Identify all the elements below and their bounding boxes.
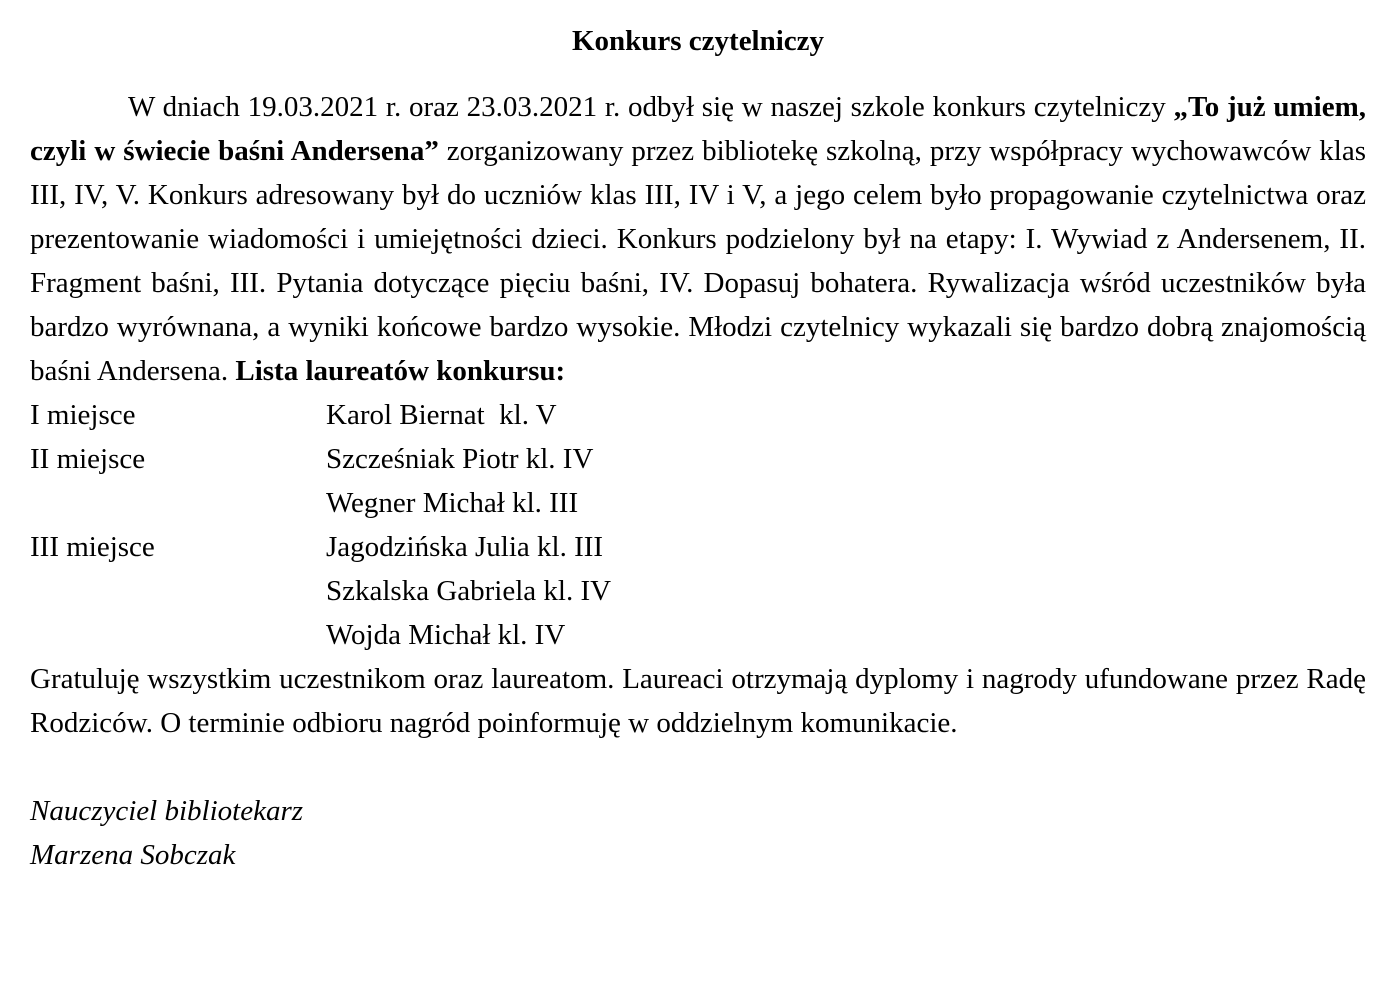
signature-name: Marzena Sobczak xyxy=(30,839,236,871)
winner-name: Szkalska Gabriela kl. IV xyxy=(326,575,612,607)
winner-place: I miejsce xyxy=(30,399,136,431)
signature-block xyxy=(30,789,1366,877)
winner-name: Szcześniak Piotr kl. IV xyxy=(326,443,594,475)
winner-place: II miejsce xyxy=(30,443,146,475)
winner-place xyxy=(30,569,326,613)
signature-role: Nauczyciel bibliotekarz xyxy=(30,795,304,827)
winner-place xyxy=(30,613,326,657)
winner-row xyxy=(30,481,1366,525)
winner-row xyxy=(30,569,1366,613)
winner-name: Karol Biernat kl. V xyxy=(326,399,557,431)
contest-name: „To już umiem, czyli w świecie baśni Andersena” xyxy=(30,91,1366,167)
document-title: Konkurs czytelniczy xyxy=(571,25,825,57)
winner-place xyxy=(30,481,326,525)
intro-text-part2: zorganizowany przez bibliotekę szkolną, przy współpracy wychowawców klas III, IV, V. Konkurs adresowany był do uczniów klas III, IV i V, a jego celem było propagowanie czytelnictwa oraz prezentowanie wiadomości i umiejętności dzieci. Konkurs podzielony był na etapy: I. Wywiad z Andersenem, II. Fragment baśni, III. Pytania dotyczące pięciu baśni, IV. Dopasuj bohatera. Rywalizacja wśród uczestników była bardzo wyrównana, a wyniki końcowe bardzo wysokie. Młodzi czytelnicy wykazali się bardzo dobrą znajomością baśni Andersena. xyxy=(30,135,1366,387)
intro-paragraph xyxy=(30,85,1366,393)
winner-name: Wojda Michał kl. IV xyxy=(326,619,566,651)
winners-list xyxy=(30,393,1366,657)
winner-row xyxy=(30,525,1366,569)
winner-place: III miejsce xyxy=(30,531,155,563)
winner-name: Jagodzińska Julia kl. III xyxy=(326,531,604,563)
closing-paragraph: Gratuluję wszystkim uczestnikom oraz laureatom. Laureaci otrzymają dyplomy i nagrody ufundowane przez Radę Rodziców. O terminie odbioru nagród poinformuję w oddzielnym komunikacie. xyxy=(30,663,1366,739)
winner-row xyxy=(30,393,1366,437)
intro-text-part1: W dniach 19.03.2021 r. oraz 23.03.2021 r. odbył się w naszej szkole konkurs czytelniczy xyxy=(128,91,1174,123)
winners-list-heading: Lista laureatów konkursu: xyxy=(235,355,566,387)
winner-row xyxy=(30,437,1366,481)
winner-name: Wegner Michał kl. III xyxy=(326,487,579,519)
winner-row xyxy=(30,613,1366,657)
